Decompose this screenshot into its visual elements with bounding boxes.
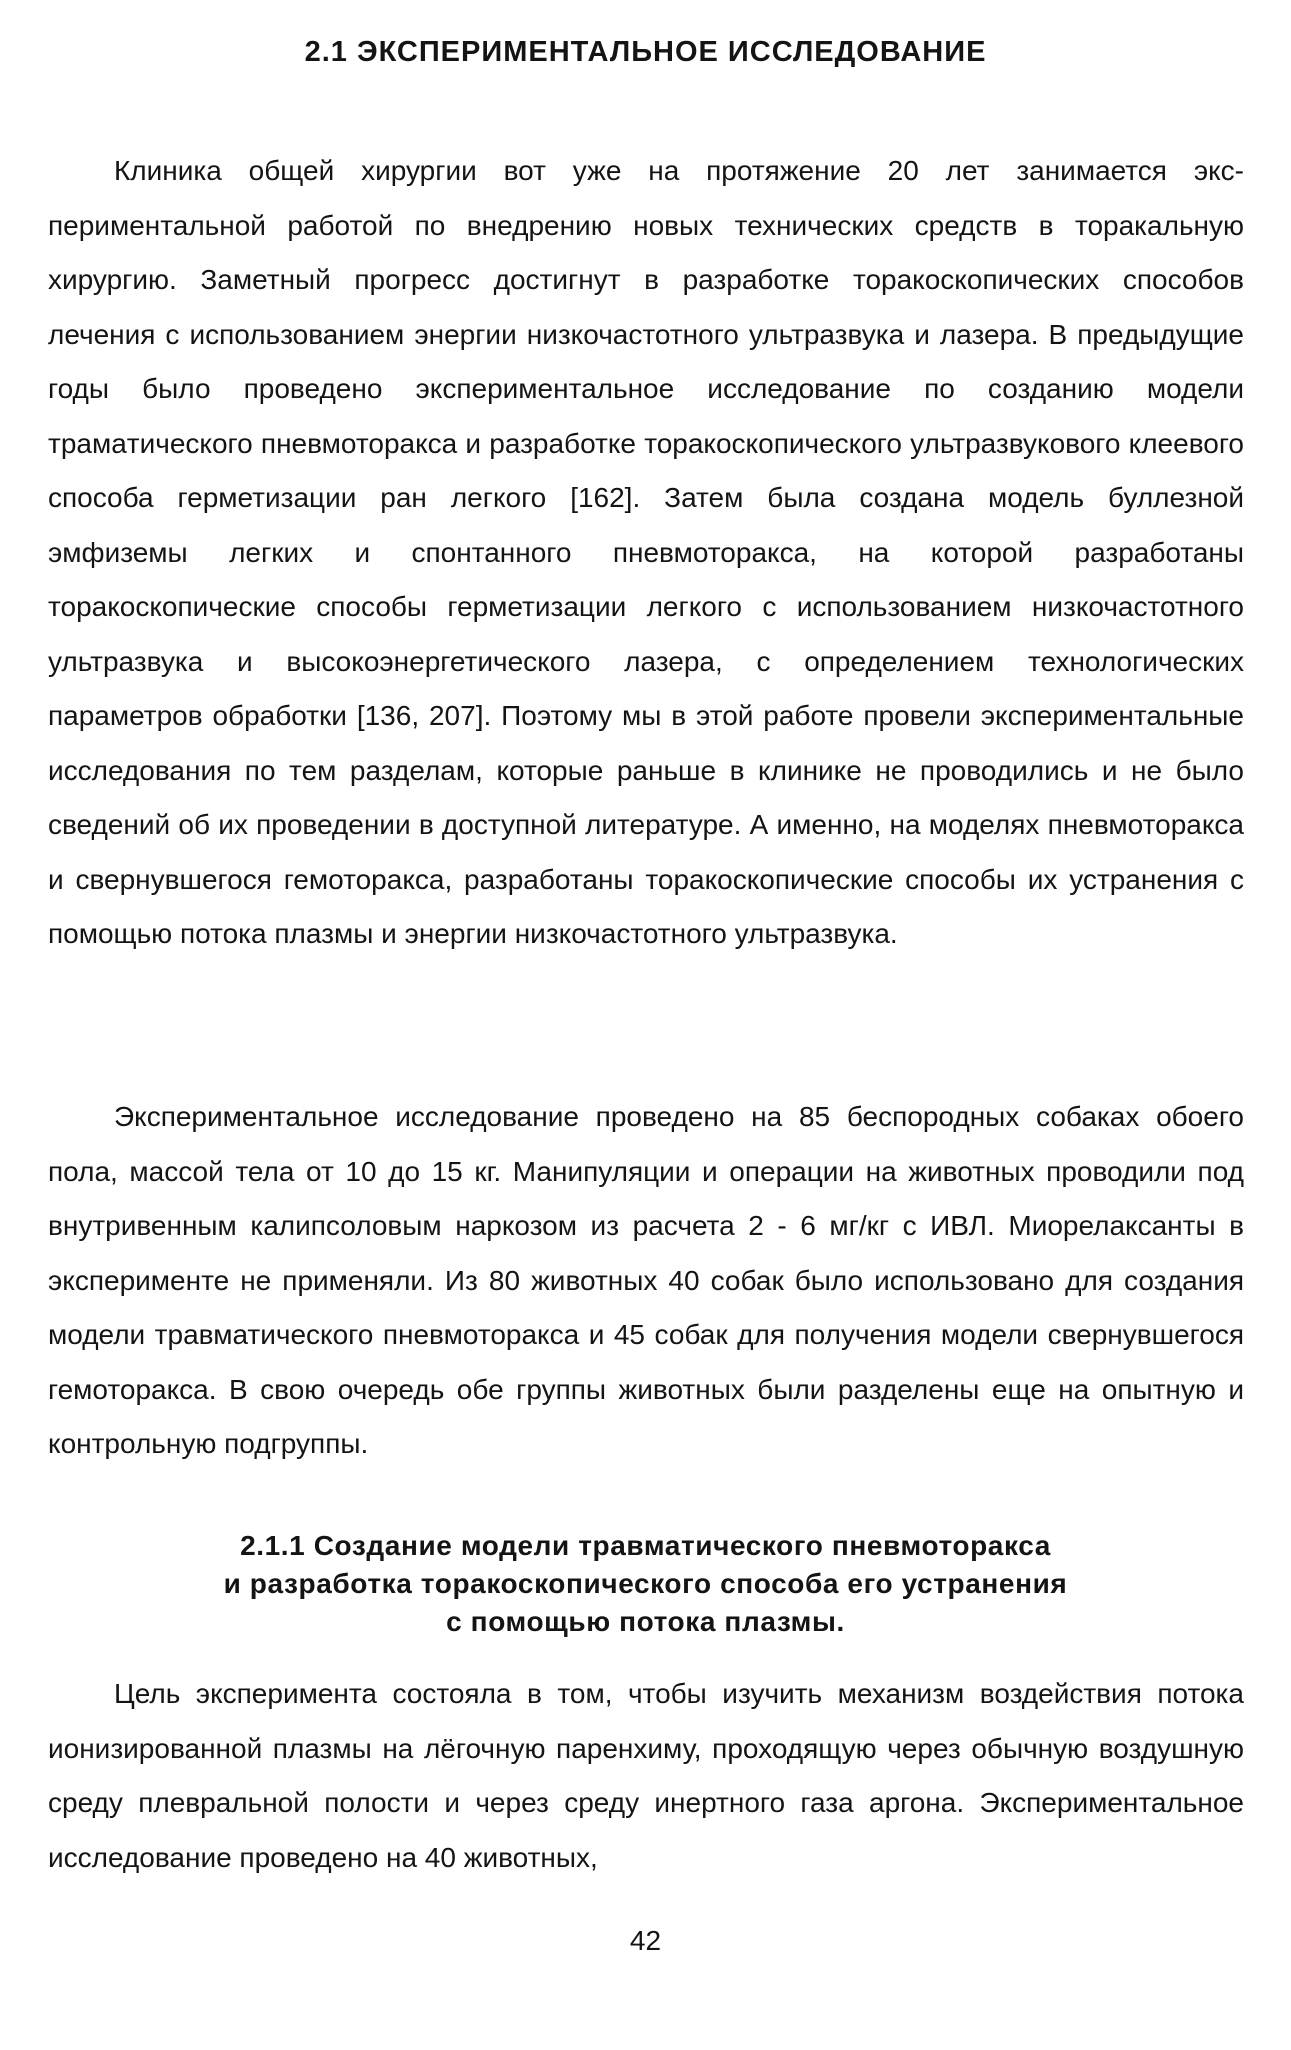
- paragraph: Цель эксперимента состояла в том, чтобы изучить механизм воздействия потока ионизированной плазмы на лёгочную паренхиму, проходящую через обычную воздушную среду плевральной полости и через среду инертного газа аргона. Экспериментальное исследование проведено на 40 животных,: [48, 1678, 1244, 1873]
- subsection-heading: [0, 1527, 1291, 1641]
- paragraph: Экспериментальное исследование проведено на 85 беспородных собаках обоего пола, массой тела от 10 до 15 кг. Манипуляции и операции на животных проводили под внутривенным калипсоловым наркозом из расчета 2 - 6 мг/кг с ИВЛ. Миорелаксанты в эксперименте не применяли. Из 80 животных 40 собак было использовано для создания модели травматического пневмоторакса и 45 собак для получения модели свернувшегося гемоторакса. В свою очередь обе группы животных были разделены еще на опытную и контрольную подгруппы.: [48, 1101, 1244, 1459]
- paragraph-block-2: [48, 1090, 1244, 1472]
- section-title: 2.1 ЭКСПЕРИМЕНТАЛЬНОЕ ИССЛЕДОВАНИЕ: [304, 36, 987, 68]
- subsection-heading-line: и разработка торакоскопического способа его устранения: [223, 1568, 1068, 1599]
- paragraph-block-3: [48, 1667, 1244, 1885]
- subsection-heading-line: 2.1.1 Создание модели травматического пневмоторакса: [240, 1530, 1051, 1561]
- paragraph-block-1: [48, 144, 1244, 962]
- subsection-heading-line: с помощью потока плазмы.: [446, 1606, 845, 1637]
- paragraph: Клиника общей хирургии вот уже на протяжение 20 лет занимается экспериментальной работой по внедрению новых технических средств в торакальную хирургию. Заметный прогресс достигнут в разработке торакоскопических способов лечения с использованием энергии низкочастотного ультразвука и лазера. В предыдущие годы было проведено экспериментальное исследование по созданию модели трамaтического пневмоторакса и разработке торакоскопического ультразвукового клеевого способа герметизации ран легкого [162]. Затем была создана модель буллезной эмфиземы легких и спонтанного пневмоторакса, на которой разработаны торакоскопические способы герметизации легкого с использованием низкочастотного ультразвука и высокоэнергетического лазера, с определением технологических параметров обработки [136, 207]. Поэтому мы в этой работе провели экспериментальные исследования по тем разделам, которые раньше в клинике не проводились и не было сведений об их проведении в доступной литературе. А именно, на моделях пневмоторакса и свернувшегося гемоторакса, разработаны торакоскопические способы их устранения с помощью потока плазмы и энергии низкочастотного ультразвука.: [48, 155, 1244, 949]
- page-number: 42: [629, 1925, 662, 1956]
